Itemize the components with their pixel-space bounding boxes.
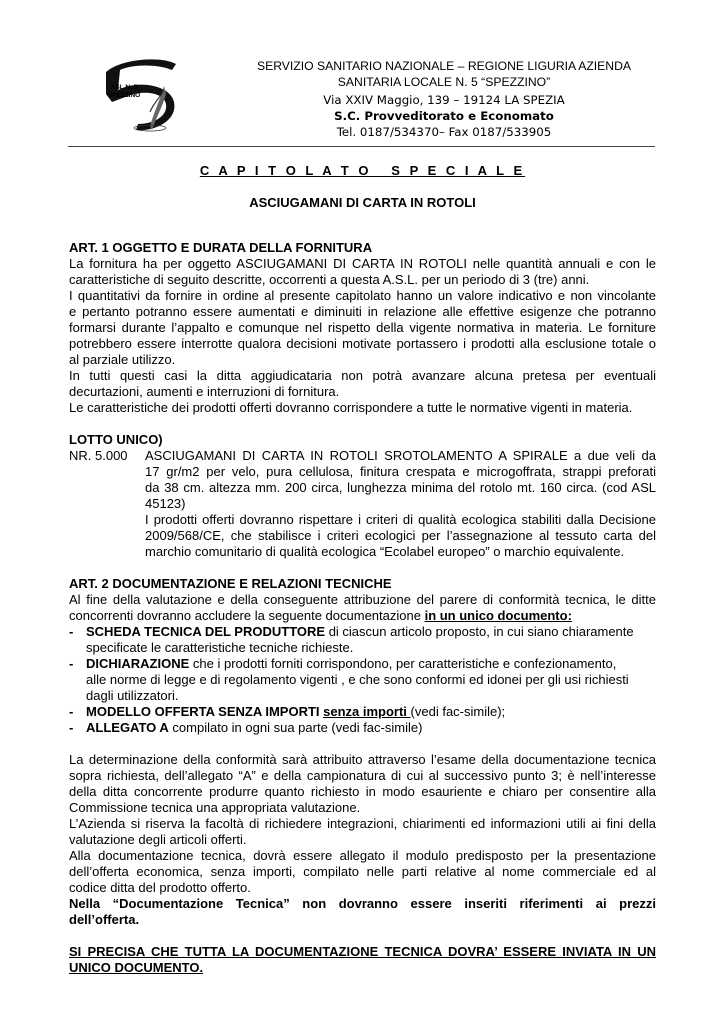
art1-line: caratteristiche di seguito descritte, occorrenti a questa A.S.L. per un periodo di 3 (tre) anni.: [69, 272, 590, 287]
art2-paragraph-line: valutazione degli articoli offerti.: [69, 832, 247, 847]
header-department: S.C. Provveditorato e Economato: [334, 109, 554, 123]
final-notice: UNICO DOCUMENTO.: [69, 960, 204, 975]
header-phone: Tel. 0187/534370– Fax 0187/533905: [336, 125, 552, 139]
lotto-line: marchio comunitario di qualità ecologica “Ecolabel europeo” o marchio equivalente.: [145, 544, 625, 559]
art1-line: I quantitativi da fornire in ordine al presente capitolato hanno un valore indicativo e non vincolante: [69, 288, 656, 303]
document-title: C A P I T O L A T O S P E C I A L E: [199, 163, 526, 178]
art2-intro: [69, 608, 656, 624]
art2-intro-text: concorrenti dovranno accludere la seguente documentazione: [69, 608, 425, 623]
art2-paragraph-line: dell’offerta economica, senza importi, compilato nelle parti relative al nome commerciale ed al: [69, 864, 656, 879]
art2-paragraph-line: codice ditta del prodotto offerto.: [69, 880, 251, 895]
art1-line: decurtazioni, aumenti e interruzioni di fornitura.: [69, 384, 340, 399]
doc-item-4-title: ALLEGATO A: [86, 720, 169, 735]
art1-line: Le caratteristiche dei prodotti offerti dovranno corrispondere a tutte le normative vigenti in materia.: [69, 400, 633, 415]
art2-bold-note: Nella “Documentazione Tecnica” non dovranno essere inseriti riferimenti ai prezzi: [69, 896, 656, 911]
doc-item-3-emphasis: senza importi: [323, 704, 411, 719]
art1-line: formarsi durante l’appalto e comunque nel rispetto della vigente normativa in materia. Le forniture: [69, 320, 656, 335]
doc-item-2-cont: alle norme di legge e di regolamento vigenti , e che sono conformi ed idonei per gli usi richiesti: [86, 672, 629, 687]
doc-item-2: [86, 656, 656, 672]
final-notice: SI PRECISA CHE TUTTA LA DOCUMENTAZIONE TECNICA DOVRA’ ESSERE INVIATA IN UN: [69, 944, 656, 959]
bullet-dash: -: [69, 704, 74, 719]
art1-heading: ART. 1 OGGETTO E DURATA DELLA FORNITURA: [69, 240, 373, 255]
doc-item-4: [86, 720, 656, 736]
doc-item-3-text: (vedi fac-simile);: [410, 704, 506, 719]
lotto-line: I prodotti offerti dovranno rispettare i criteri di qualità ecologica stabiliti dalla Decisione: [145, 512, 656, 527]
document-subtitle: ASCIUGAMANI DI CARTA IN ROTOLI: [249, 195, 476, 210]
lotto-line: ASCIUGAMANI DI CARTA IN ROTOLI SROTOLAMENTO A SPIRALE a due veli da: [145, 448, 656, 463]
lotto-line: 45123): [145, 496, 186, 511]
art2-intro-emphasis: in un unico documento:: [424, 608, 572, 623]
bullet-dash: -: [69, 656, 74, 671]
art1-line: al parziale utilizzo.: [69, 352, 176, 367]
art2-heading: ART. 2 DOCUMENTAZIONE E RELAZIONI TECNICHE: [69, 576, 392, 591]
bullet-dash: -: [69, 720, 74, 735]
doc-item-2-text: che i prodotti forniti corrispondono, per caratteristiche e confezionamento,: [189, 656, 617, 671]
doc-item-4-text: compilato in ogni sua parte (vedi fac-simile): [168, 720, 423, 735]
doc-item-2-title: DICHIARAZIONE: [86, 656, 190, 671]
header-line-2: SANITARIA LOCALE N. 5 “SPEZZINO”: [337, 75, 551, 89]
doc-item-3: [86, 704, 656, 720]
lotto-line: da 38 cm. altezza mm. 200 circa, lunghezza minima del rotolo mt. 160 circa. (cod ASL: [145, 480, 656, 495]
header-divider: [68, 146, 655, 147]
doc-item-1: [86, 624, 656, 640]
doc-item-1-cont: specificate le caratteristiche tecniche richieste.: [86, 640, 354, 655]
art2-bold-note: dell’offerta.: [69, 912, 140, 927]
lotto-heading: LOTTO UNICO): [69, 432, 163, 447]
lotto-line: 17 gr/m2 per velo, pura cellulosa, finitura crespata e microgoffrata, strappi preforati: [145, 464, 656, 479]
asl-logo: [92, 50, 184, 134]
logo-text-1: ASL N. 5: [110, 84, 138, 91]
art2-paragraph-line: La determinazione della conformità sarà attribuito attraverso l’esame della documentazione tecnica: [69, 752, 656, 767]
art2-paragraph-line: Alla documentazione tecnica, dovrà essere allegato il modulo predisposto per la presentazione: [69, 848, 656, 863]
doc-item-2-cont: dagli utilizzatori.: [86, 688, 179, 703]
art1-line: La fornitura ha per oggetto ASCIUGAMANI DI CARTA IN ROTOLI nelle quantità annuali e con le: [69, 256, 656, 271]
doc-item-1-title: SCHEDA TECNICA DEL PRODUTTORE: [86, 624, 326, 639]
lotto-line: 2009/568/CE, che stabilisce i criteri ecologici per l’assegnazione al tessuto carta del: [145, 528, 656, 543]
lotto-quantity: NR. 5.000: [69, 448, 128, 463]
bullet-dash: -: [69, 624, 74, 639]
logo-text-2: SPEZZINO: [107, 92, 141, 99]
art2-paragraph-line: sopra richiesta, dell’allegato “A” e della campionatura di cui al successivo punto 3; è nell’interesse: [69, 768, 656, 783]
doc-item-1-text: di ciascun articolo proposto, in cui siano chiaramente: [325, 624, 634, 639]
art2-paragraph-line: L’Azienda si riserva la facoltà di richiedere integrazioni, chiarimenti ed informazioni utili ai fini della: [69, 816, 656, 831]
art2-intro: Al fine della valutazione e della conseguente attribuzione del parere di conformità tecnica, le ditte: [69, 592, 656, 607]
doc-item-3-title: MODELLO OFFERTA SENZA IMPORTI: [86, 704, 324, 719]
art1-line: e pertanto potranno essere aumentati e diminuiti in relazione alle effettive esigenze che potranno: [69, 304, 656, 319]
art1-line: In tutti questi casi la ditta aggiudicataria non potrà avanzare alcuna pretesa per eventuali: [69, 368, 656, 383]
header-address: Via XXIV Maggio, 139 – 19124 LA SPEZIA: [323, 93, 565, 107]
art2-paragraph-line: della ditta concorrente produrre quanto richiesto in modo esauriente e chiaro per consentire alla: [69, 784, 656, 799]
header-line-1: SERVIZIO SANITARIO NAZIONALE – REGIONE LIGURIA AZIENDA: [256, 59, 632, 73]
art2-paragraph-line: Commissione tecnica una appropriata valutazione.: [69, 800, 361, 815]
art1-line: potrebbero essere interrotte qualora decisioni motivate portassero i prodotti alla esclusione totale o: [69, 336, 656, 351]
